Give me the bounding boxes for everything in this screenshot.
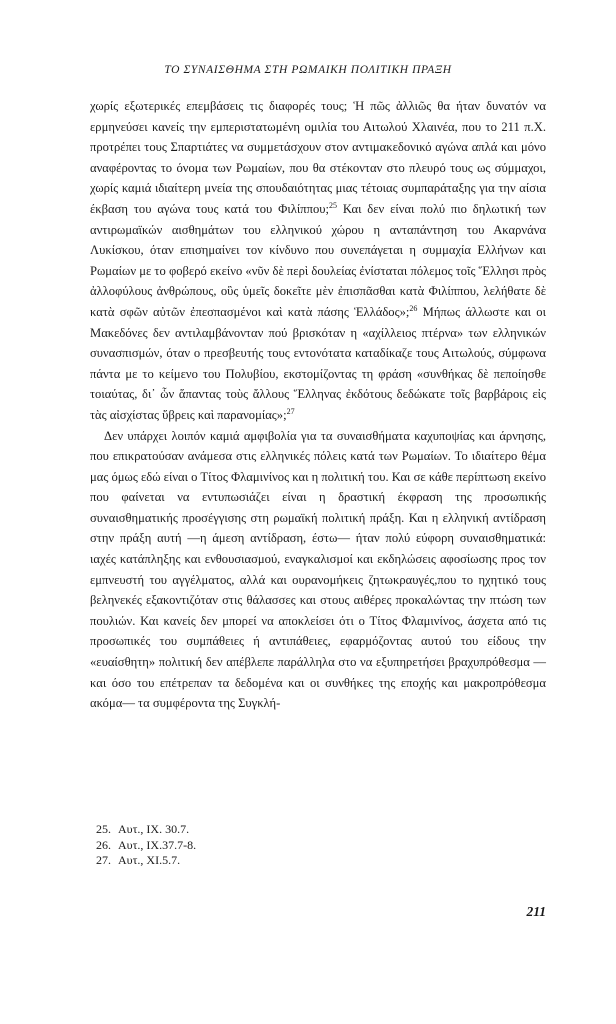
running-head: ΤΟ ΣΥΝΑΙΣΘΗΜΑ ΣΤΗ ΡΩΜΑΙΚΗ ΠΟΛΙΤΙΚΗ ΠΡΑΞΗ (164, 64, 452, 76)
footnote-ref-27: 27 (286, 406, 295, 416)
footnote-25 (96, 822, 396, 838)
footnote-ref-26: 26 (409, 303, 418, 313)
footnote-number: 27. (96, 853, 111, 868)
footnote-text: Αυτ., ΙΧ. 30.7. (118, 822, 190, 836)
footnote-ref-25: 25 (328, 200, 337, 210)
footnote-26 (96, 838, 396, 854)
paragraph-1 (90, 96, 546, 426)
footnote-27 (96, 853, 396, 869)
footnote-text: Αυτ., ΙΧ.37.7-8. (118, 837, 197, 852)
footnote-number: 26. (96, 837, 111, 852)
footnotes (96, 822, 396, 869)
footnote-text: Αυτ., ΧΙ.5.7. (118, 853, 181, 868)
paragraph-2: Δεν υπάρχει λοιπόν καμιά αμφιβολία για τα συναισθήματα καχυποψίας και άρνησης, που επικρατούσαν ανάμεσα στις ελληνικές πόλεις κατά των Ρωμαίων. Το ιδιαίτερο θέμα μας όμως εδώ είναι ο Τίτος Φλαμινίνος και η πολιτική του. Και σε κάθε περίπτωση εκείνο που φαίνεται να εντυπωσιάζει είναι η δραστική έκφραση της προσωπικής συναισθηματικής προσέγγισης στη ρωμαϊκή πολιτική πράξη. Και η ελληνική αντίδραση στην πράξη αυτή —η άμεση αντίδραση, έστω— ήταν πολύ εύφορη συναισθηματικά: ιαχές κατάπληξης και ενθουσιασμού, εναγκαλισμοί και εκδηλώσεις αφοσίωσης προς τον εμπνευστή του αγγέλματος, αλλά και ουρανομήκεις ζητωκραυγές,που το ηχητικό τους βεληνεκές εξακοντιζόταν στις θάλασσες και στους αιθέρες προκαλώντας την πτώση των πουλιών. Και κανείς δεν μπορεί να αποκλείσει ότι ο Τίτος Φλαμινίνος, άσχετα από τις προσωπικές του συμπάθειες ή αντιπάθειες, εφαρμόζοντας αυτού του είδους την «ευαίσθητη» πολιτική δεν απέβλεπε παράλληλα στο να εξυπηρετήσει βραχυπρόθεσμα —και όσο του επέτρεπαν τα δεδομένα και οι συνθήκες της εποχής και μακροπρόθεσμα ακόμα— τα συμφέροντα της Συγκλή- (90, 428, 546, 711)
paragraph-1-part-3: Μήπως άλλωστε και οι Μακεδόνες δεν αντιλαμβάνονταν πού βρισκόταν η «αχίλλειος πτέρνα» των ελληνικών συνασπισμών, όταν ο πρεσβευτής τους εντονότατα καταδίκαζε τους Αιτωλούς, σύμφωνα πάντα με το κείμενο του Πολυβίου, εκστομίζοντας τη φράση «συνθήκας δὲ πεποίησθε τοιαύτας, δι᾽ ὧν ἅπαντας τοὺς ἄλλους Ἕλληνας ἐκδότους δεδώκατε τοῖς βαρβάροις εἰς τὰς αἰσχίστας ὕβρεις καὶ παρανομίας»; (90, 304, 546, 422)
paragraph-1-part-2: Και δεν είναι πολύ πιο δηλωτική των αντιρωμαϊκών αισθημάτων του ελληνικού χώρου η ανταπάντηση του Ακαρνάνα Λυκίσκου, όταν επισημαίνει τον κίνδυνο που συνεπάγεται η συμμαχία Ελλήνων και Ρωμαίων με το φοβερό εκείνο «νῦν δὲ περὶ δουλείας ἐνίσταται πόλεμος τοῖς Ἕλλησι πρὸς ἀλλοφύλους ἀνθρώπους, οὓς ὑμεῖς δοκεῖτε μὲν ἐπισπᾶσθαι κατὰ Φιλίππου, λελήθατε δὲ κατὰ σφῶν αὐτῶν ἐπεσπασμένοι καὶ κατὰ πάσης Ἑλλάδος»; (90, 201, 546, 319)
page-number: 211 (526, 904, 546, 919)
footnote-number: 25. (96, 822, 111, 836)
body-text (90, 96, 546, 714)
paragraph-1-part-1: χωρίς εξωτερικές επεμβάσεις τις διαφορές τους; Ἡ πῶς ἀλλιῶς θα ήταν δυνατόν να ερμηνεύσει κανείς την εμπεριστατωμένη ομιλία του Αιτωλού Χλαινέα, που το 211 π.Χ. προτρέπει τους Σπαρτιάτες να συμμετάσχουν στον αντιμακεδονικό αγώνα απλά και μόνο αναφέροντας το όνομα των Ρωμαίων, που θα στέκονταν στο πλευρό τους ως σύμμαχοι, χωρίς καμιά ιδιαίτερη μνεία της σπουδαιότητας μιας τέτοιας συμπαράταξης για την αίσια έκβαση του αγώνα τους κατά του Φιλίππου; (90, 99, 546, 216)
